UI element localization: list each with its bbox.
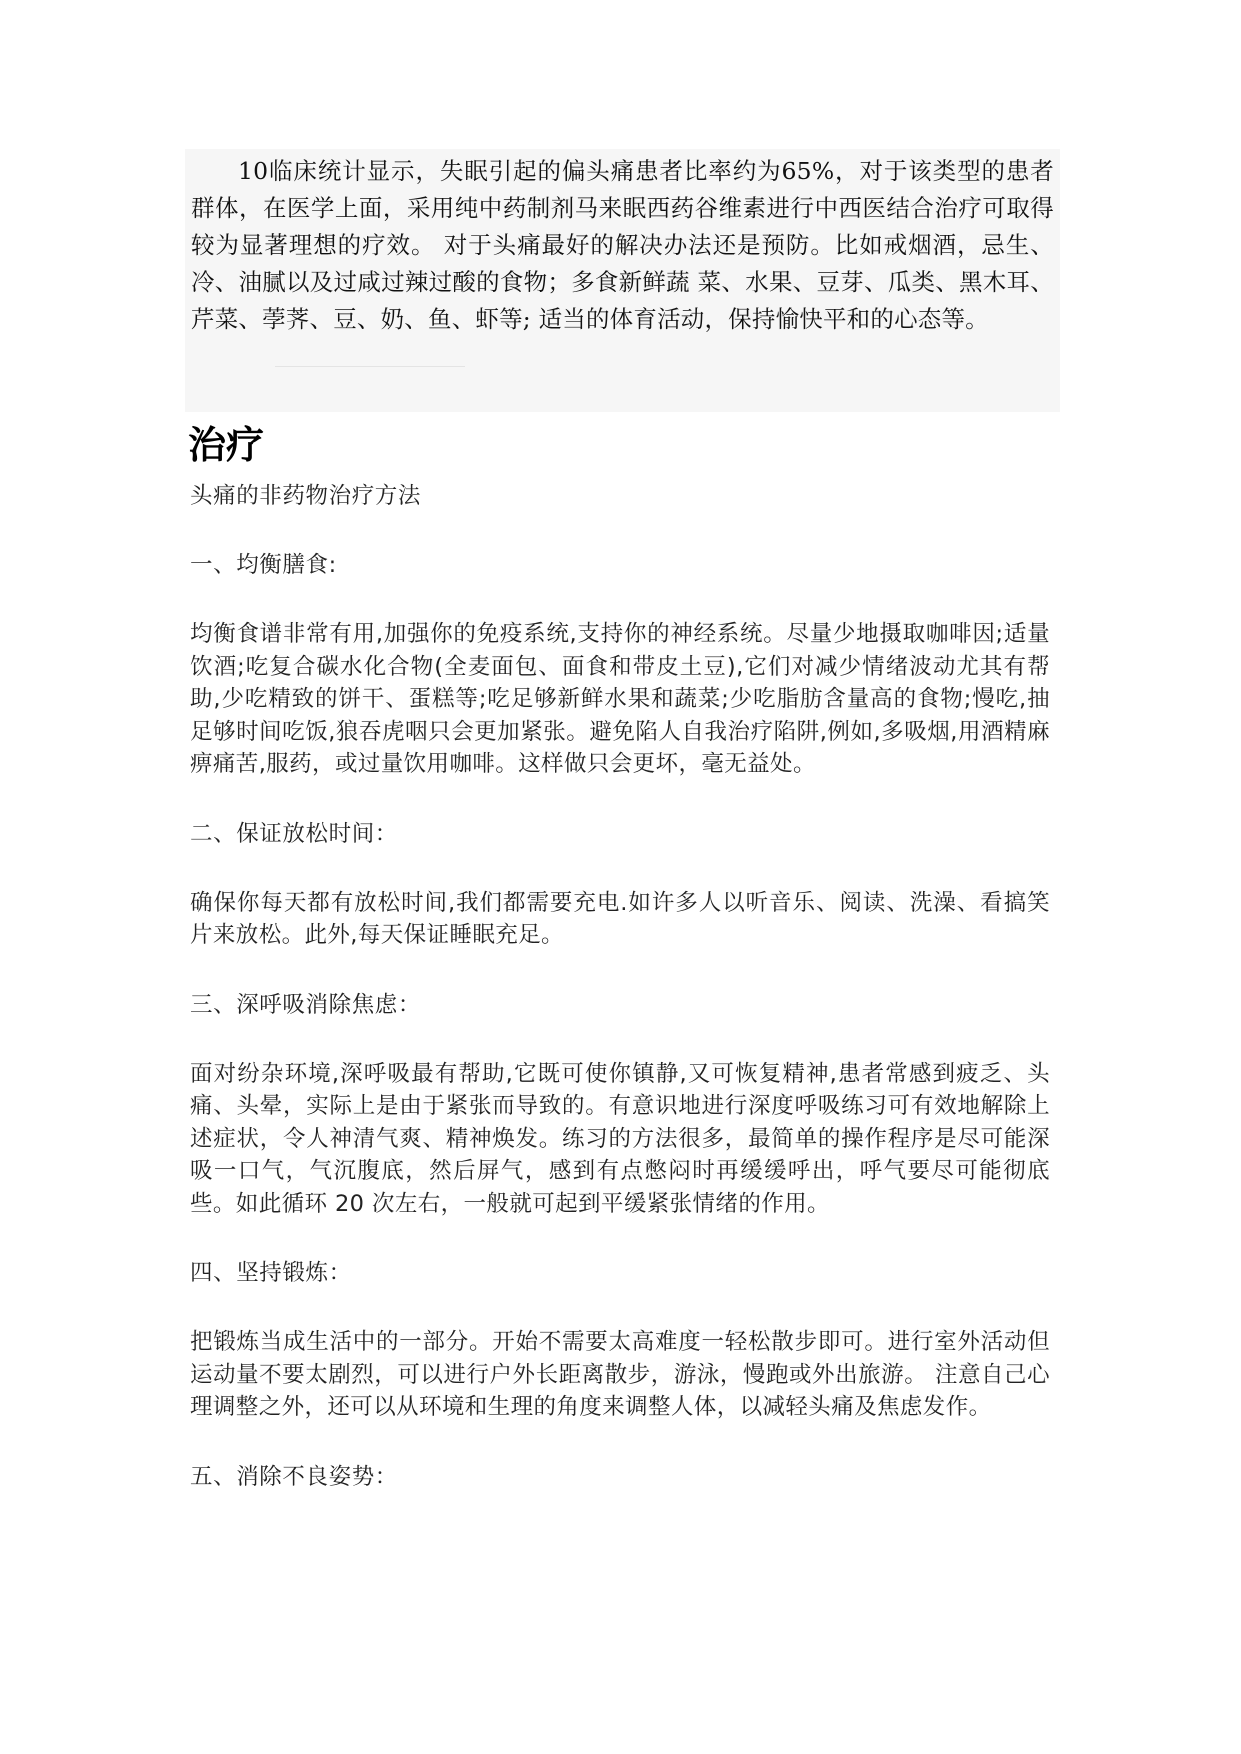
section-title: 治疗: [188, 423, 265, 467]
item-heading-exercise: 四、坚持锻炼：: [190, 1260, 352, 1286]
item-body-diet: 均衡食谱非常有用,加强你的免疫系统,支持你的神经系统。尽量少地摄取咖啡因;适量饮酒;吃复合碳水化合物(全麦面包、面食和带皮土豆),它们对减少情绪波动尤其有帮助,少吃精致的饼干、蛋糕等;吃足够新鲜水果和蔬菜;少吃脂肪含量高的食物;慢吃,抽足够时间吃饭,狼吞虎咽只会更加紧张。避免陷人自我治疗陷阱,例如,多吸烟,用酒精麻痹痛苦,服药，或过量饮用咖啡。这样做只会更坏，毫无益处。: [190, 621, 1050, 777]
divider: [275, 366, 465, 367]
item-body-exercise: 把锻炼当成生活中的一部分。开始不需要太高难度一轻松散步即可。进行室外活动但运动量不要太剧烈，可以进行户外长距离散步，游泳，慢跑或外出旅游。 注意自己心理调整之外，还可以从环境和生理的角度来调整人体，以减轻头痛及焦虑发作。: [190, 1329, 1050, 1420]
treatment-content: [190, 480, 1050, 1493]
item-heading-breathing: 三、深呼吸消除焦虑：: [190, 991, 422, 1018]
section-subtitle: 头痛的非药物治疗方法: [190, 483, 422, 509]
intro-shaded-box: [185, 149, 1060, 412]
intro-paragraph: 10临床统计显示，失眠引起的偏头痛患者比率约为65%，对于该类型的患者群体，在医学上面，采用纯中药制剂马来眠西药谷维素进行中西医结合治疗可取得较为显著理想的疗效。 对于头痛最好的解决办法还是预防。比如戒烟酒，忌生、冷、油腻以及过咸过辣过酸的食物；多食新鲜蔬 菜、水果、豆芽、瓜类、黑木耳、芹菜、荸荠、豆、奶、鱼、虾等; 适当的体育活动，保持愉快平和的心态等。: [191, 157, 1054, 333]
item-heading-diet: 一、均衡膳食:: [190, 552, 337, 578]
item-body-breathing: 面对纷杂环境,深呼吸最有帮助,它既可使你镇静,又可恢复精神,患者常感到疲乏、头痛、头晕，实际上是由于紧张而导致的。有意识地进行深度呼吸练习可有效地解除上述症状，令人神清气爽、精神焕发。练习的方法很多，最简单的操作程序是尽可能深吸一口气，气沉腹底，然后屏气，感到有点憋闷时再缓缓呼出，呼气要尽可能彻底些。如此循环 20 次左右，一般就可起到平缓紧张情绪的作用。: [190, 1060, 1050, 1217]
item-heading-posture: 五、消除不良姿势：: [190, 1463, 398, 1490]
item-body-relax: 确保你每天都有放松时间,我们都需要充电.如许多人以听音乐、阅读、洗澡、看搞笑片来放松。此外,每天保证睡眠充足。: [190, 889, 1050, 948]
item-heading-relax: 二、保证放松时间：: [190, 820, 398, 847]
